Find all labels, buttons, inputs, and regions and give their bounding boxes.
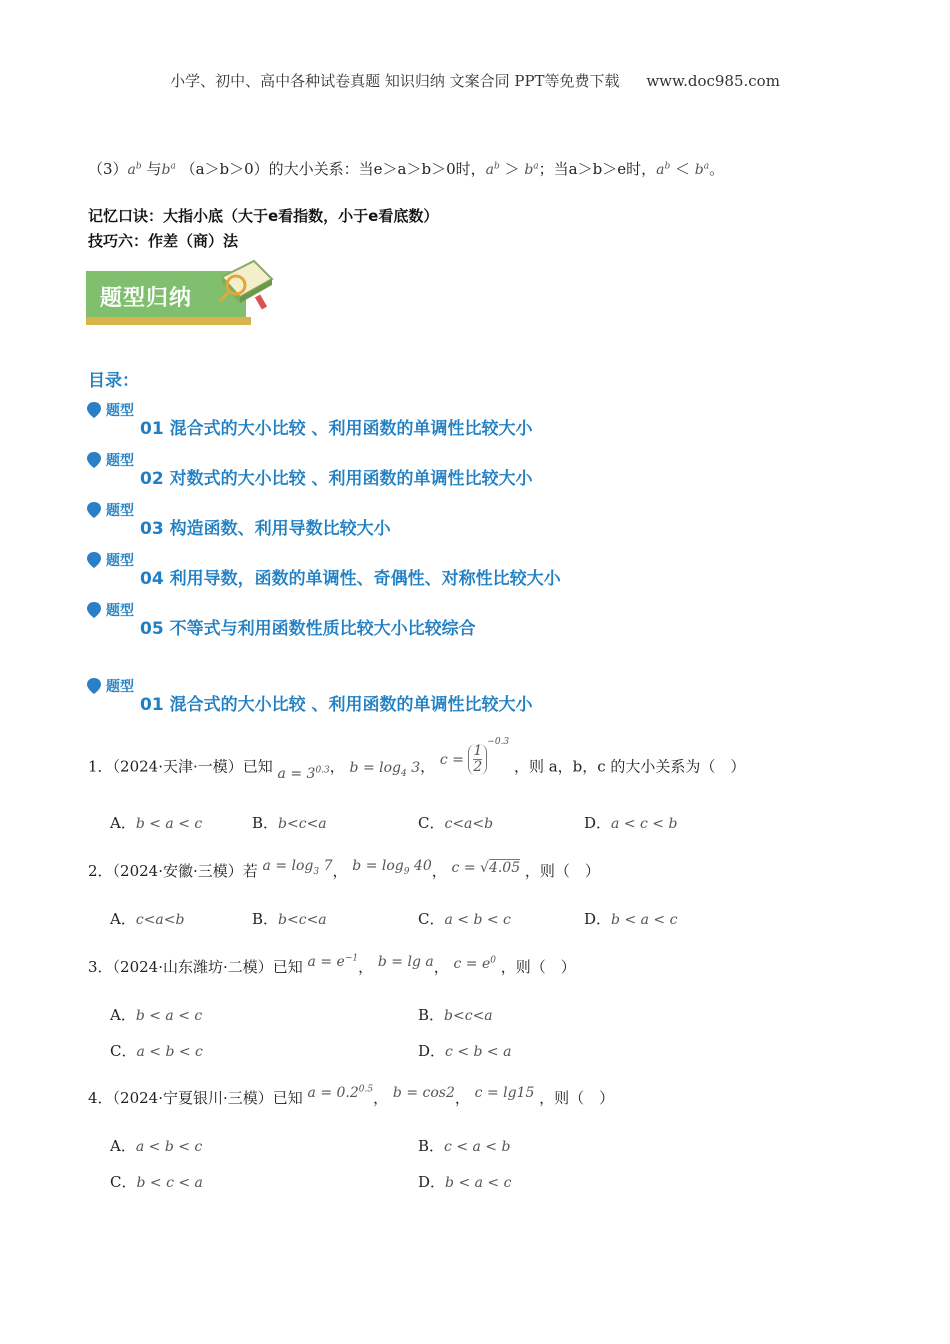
toc-item-label: 02 对数式的大小比较 、利用函数的单调性比较大小 xyxy=(140,469,533,489)
question-stem-end: ，则 a，b，c 的大小关系为（ ） xyxy=(513,757,746,776)
option-d[interactable]: D．a < c < b xyxy=(584,814,678,832)
option-b[interactable]: B．b<c<a xyxy=(252,814,327,832)
option-label: B． xyxy=(418,1137,445,1155)
question-4: 4．（2024·宁夏银川·三模）已知 $a = 0.2^{0.5}$， b = cos2， c = lg15 ，则（ ） xyxy=(88,1084,615,1107)
option-a[interactable]: A．c<a<b xyxy=(110,910,185,928)
banner-title: 题型归纳 xyxy=(100,286,193,311)
option-label: B． xyxy=(252,910,279,928)
option-a[interactable]: A．b < a < c xyxy=(110,814,203,832)
option-label: D． xyxy=(418,1173,446,1191)
section-banner xyxy=(86,255,276,327)
point-3: $(3)a^b$ 与$b^a$ （a＞b＞0）的大小关系：当e＞a＞b＞0时，$a^b > b^a$；当a＞b＞e时，$a^b < b^a$。 xyxy=(88,160,725,178)
toc-item-label: 05 不等式与利用函数性质比较大小比较综合 xyxy=(140,619,476,639)
map-pin-icon xyxy=(86,452,102,468)
option-d[interactable]: D．c < b < a xyxy=(418,1042,512,1060)
option-d[interactable]: D．b < a < c xyxy=(584,910,678,928)
map-pin-icon xyxy=(86,552,102,568)
question-3: 3．（2024·山东潍坊·二模）已知 $a = e^{-1}$， b = lg a， $c = e^0$ ，则（ ） xyxy=(88,953,576,976)
toc-tag: 题型 xyxy=(106,603,134,619)
tip-6: 技巧六：作差（商）法 xyxy=(88,232,239,250)
option-b[interactable]: B．c < a < b xyxy=(418,1137,511,1155)
page-header xyxy=(0,70,950,91)
option-label: D． xyxy=(584,910,612,928)
option-d[interactable]: D．b < a < c xyxy=(418,1173,512,1191)
question-1: 1．（2024·天津·一模）已知 $a = 3^{0.3}$， $b = \log_4 3$， c = $\frac{1}{2}$ $^{-0.3}$ ，则 a，b，c 的大小关系为（ ） xyxy=(88,736,746,782)
banner-underline xyxy=(86,317,251,325)
toc-item-label: 03 构造函数、利用导数比较大小 xyxy=(140,519,391,539)
section-title: 01 混合式的大小比较 、利用函数的单调性比较大小 xyxy=(140,695,533,715)
option-label: C． xyxy=(418,814,445,832)
question-stem: 4．（2024·宁夏银川·三模）已知 xyxy=(88,1089,303,1107)
section-tag: 题型 xyxy=(106,679,134,695)
question-stem-end: ，则（ ） xyxy=(500,958,576,976)
point-3-text-d: 。 xyxy=(709,160,725,178)
option-c[interactable]: C．b < c < a xyxy=(110,1173,203,1191)
option-label: A． xyxy=(110,910,136,928)
option-label: C． xyxy=(110,1042,137,1060)
toc-item-label: 01 混合式的大小比较 、利用函数的单调性比较大小 xyxy=(140,419,533,439)
option-label: C． xyxy=(110,1173,137,1191)
option-c[interactable]: C．a < b < c xyxy=(110,1042,203,1060)
toc-tag: 题型 xyxy=(106,503,134,519)
question-stem: 1．（2024·天津·一模）已知 xyxy=(88,757,273,776)
point-3-text-b: （a＞b＞0）的大小关系：当e＞a＞b＞0时， xyxy=(180,160,486,178)
question-stem: 3．（2024·山东潍坊·二模）已知 xyxy=(88,958,303,976)
option-b[interactable]: B．b<c<a xyxy=(252,910,327,928)
option-label: A． xyxy=(110,814,136,832)
question-stem-end: ，则（ ） xyxy=(539,1089,615,1107)
question-stem-end: ，则（ ） xyxy=(524,862,600,880)
toc-tag: 题型 xyxy=(106,403,134,419)
toc-tag: 题型 xyxy=(106,453,134,469)
option-label: D． xyxy=(418,1042,446,1060)
toc-tag: 题型 xyxy=(106,553,134,569)
option-label: D． xyxy=(584,814,612,832)
question-stem: 2．（2024·安徽·三模）若 xyxy=(88,862,258,880)
map-pin-icon xyxy=(86,602,102,618)
option-b[interactable]: B．b<c<a xyxy=(418,1006,493,1024)
question-2: 2．（2024·安徽·三模）若 $a = \log_3 7$， $b = \log_9 40$， c = √4.05 ，则（ ） xyxy=(88,858,600,880)
option-c[interactable]: C．a < b < c xyxy=(418,910,511,928)
map-pin-icon xyxy=(86,402,102,418)
book-icon xyxy=(214,255,276,315)
option-label: B． xyxy=(418,1006,445,1024)
option-c[interactable]: C．c<a<b xyxy=(418,814,494,832)
toc-title: 目录： xyxy=(88,371,139,391)
map-pin-icon xyxy=(86,502,102,518)
option-a[interactable]: A．a < b < c xyxy=(110,1137,203,1155)
option-label: A． xyxy=(110,1006,136,1024)
header-text: 小学、初中、高中各种试卷真题 知识归纳 文案合同 PPT等免费下载 xyxy=(170,72,620,90)
point-3-text-c: ；当a＞b＞e时， xyxy=(538,160,657,178)
toc-item-label: 04 利用导数，函数的单调性、奇偶性、对称性比较大小 xyxy=(140,569,561,589)
point-3-text-a: 与 xyxy=(146,160,162,178)
option-label: C． xyxy=(418,910,445,928)
header-url[interactable]: www.doc985.com xyxy=(646,72,780,90)
mnemonic: 记忆口诀：大指小底（大于e看指数，小于e看底数） xyxy=(88,207,439,225)
option-label: B． xyxy=(252,814,279,832)
option-a[interactable]: A．b < a < c xyxy=(110,1006,203,1024)
option-label: A． xyxy=(110,1137,136,1155)
map-pin-icon xyxy=(86,678,102,694)
point-3-label: （3） xyxy=(88,160,128,178)
